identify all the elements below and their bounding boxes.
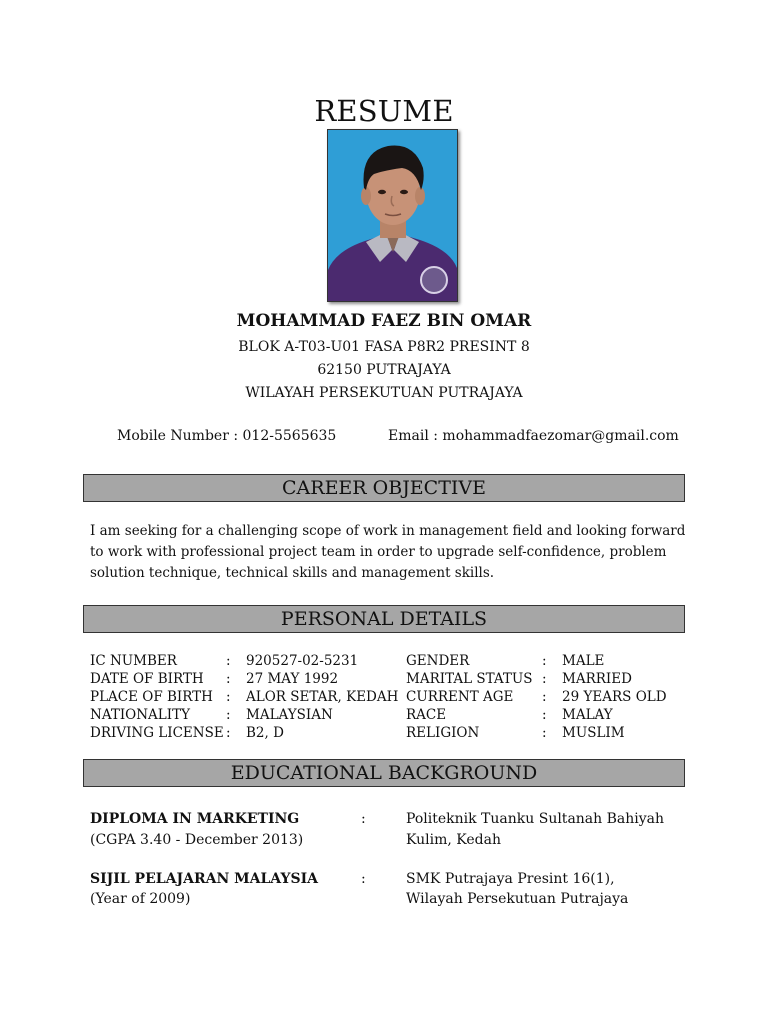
pd-separator: : bbox=[226, 671, 231, 687]
career-objective-text: I am seeking for a challenging scope of work in management field and looking forward to work with professional project team in order to upgrade self-confidence, problem solution technique, technical skills and management skills. bbox=[90, 523, 686, 581]
education-institution: Politeknik Tuanku Sultanah Bahiyah bbox=[406, 811, 665, 827]
pd-separator: : bbox=[226, 653, 231, 669]
pd-separator: : bbox=[542, 671, 547, 687]
pd-value: B2, D bbox=[246, 725, 284, 741]
pd-value: MUSLIM bbox=[562, 725, 625, 741]
page-title: RESUME bbox=[314, 94, 454, 128]
education-location: Wilayah Persekutuan Putrajaya bbox=[406, 891, 629, 907]
pd-value: 29 YEARS OLD bbox=[562, 689, 667, 705]
pd-value: ALOR SETAR, KEDAH bbox=[246, 689, 399, 705]
pd-value: MALAYSIAN bbox=[246, 707, 333, 723]
pd-label: GENDER bbox=[406, 653, 470, 669]
profile-photo bbox=[327, 129, 458, 302]
pd-label: RELIGION bbox=[406, 725, 480, 741]
education-detail: (CGPA 3.40 - December 2013) bbox=[90, 832, 304, 848]
address-line-3: WILAYAH PERSEKUTUAN PUTRAJAYA bbox=[245, 385, 523, 401]
education-qualification: DIPLOMA IN MARKETING bbox=[90, 811, 300, 827]
pd-separator: : bbox=[226, 725, 231, 741]
education-institution: SMK Putrajaya Presint 16(1), bbox=[406, 871, 615, 887]
pd-label: PLACE OF BIRTH bbox=[90, 689, 213, 705]
education-qualification: SIJIL PELAJARAN MALAYSIA bbox=[90, 871, 318, 887]
pd-label: MARITAL STATUS bbox=[406, 671, 533, 687]
education-detail: (Year of 2009) bbox=[90, 891, 191, 907]
pd-value: MALAY bbox=[562, 707, 613, 723]
education-separator: : bbox=[361, 871, 366, 887]
pd-separator: : bbox=[542, 653, 547, 669]
section-header-education: EDUCATIONAL BACKGROUND bbox=[83, 759, 685, 787]
pd-separator: : bbox=[542, 689, 547, 705]
address-line-1: BLOK A-T03-U01 FASA P8R2 PRESINT 8 bbox=[238, 339, 530, 355]
pd-value: MARRIED bbox=[562, 671, 632, 687]
pd-label: DATE OF BIRTH bbox=[90, 671, 204, 687]
pd-value: MALE bbox=[562, 653, 605, 669]
pd-label: IC NUMBER bbox=[90, 653, 177, 669]
pd-separator: : bbox=[542, 725, 547, 741]
pd-label: DRIVING LICENSE bbox=[90, 725, 224, 741]
pd-separator: : bbox=[226, 689, 231, 705]
section-header-career-objective: CAREER OBJECTIVE bbox=[83, 474, 685, 502]
pd-label: CURRENT AGE bbox=[406, 689, 514, 705]
pd-value: 920527-02-5231 bbox=[246, 653, 359, 669]
pd-separator: : bbox=[226, 707, 231, 723]
pd-label: NATIONALITY bbox=[90, 707, 191, 723]
pd-value: 27 MAY 1992 bbox=[246, 671, 339, 687]
pd-separator: : bbox=[542, 707, 547, 723]
email-address: Email : mohammadfaezomar@gmail.com bbox=[388, 428, 679, 444]
section-header-personal-details: PERSONAL DETAILS bbox=[83, 605, 685, 633]
pd-label: RACE bbox=[406, 707, 447, 723]
education-separator: : bbox=[361, 811, 366, 827]
portrait-illustration bbox=[328, 130, 457, 301]
candidate-name: MOHAMMAD FAEZ BIN OMAR bbox=[236, 311, 532, 331]
mobile-number: Mobile Number : 012-5565635 bbox=[117, 428, 337, 444]
address-line-2: 62150 PUTRAJAYA bbox=[317, 362, 451, 378]
education-location: Kulim, Kedah bbox=[406, 832, 501, 848]
